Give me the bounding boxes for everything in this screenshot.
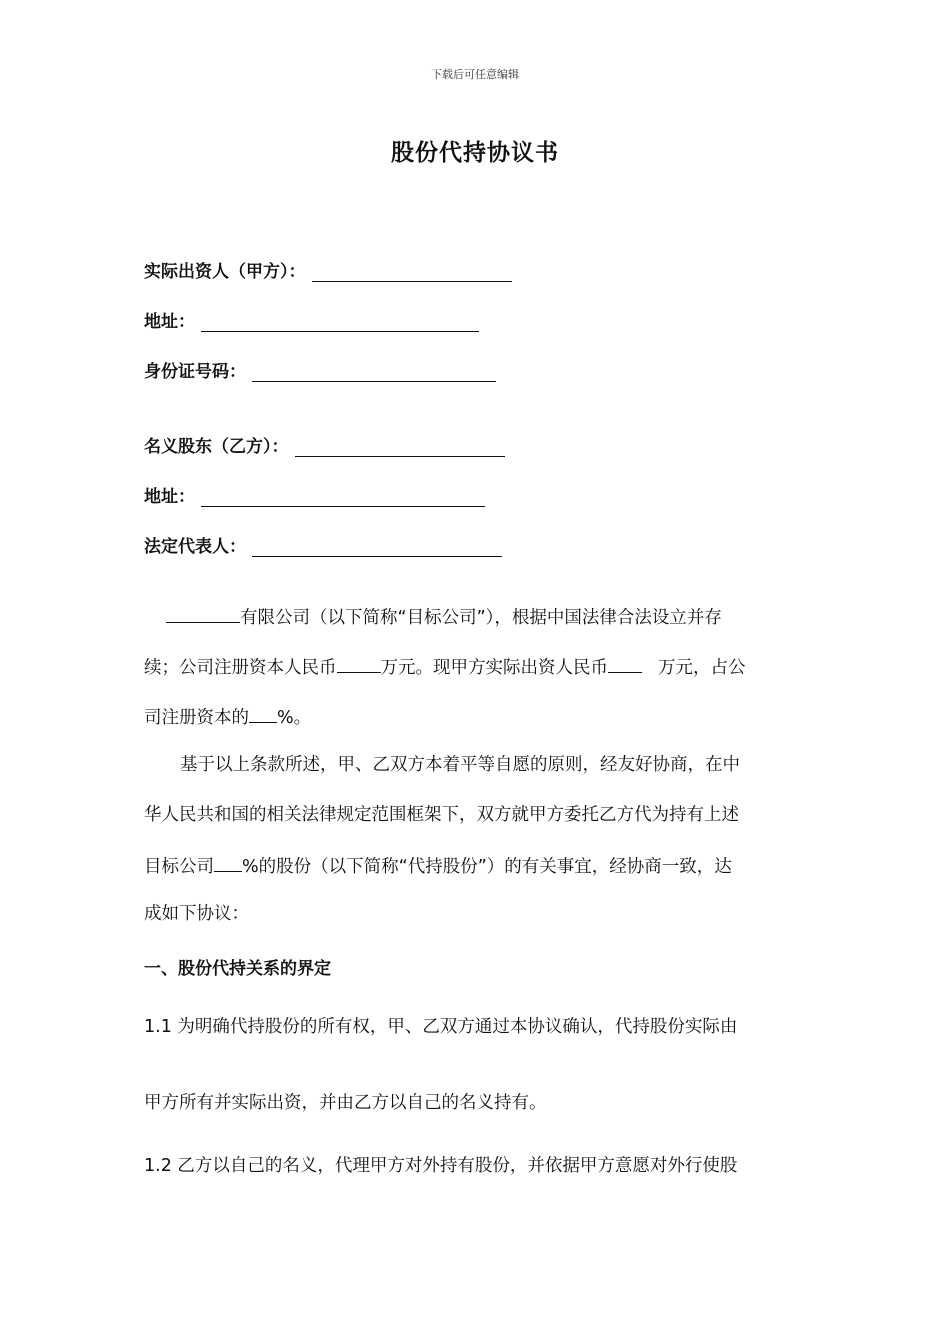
party-b-address-label: 地址： bbox=[144, 487, 195, 507]
id-number-label: 身份证号码： bbox=[144, 362, 246, 382]
investment-amount-blank[interactable] bbox=[608, 654, 642, 673]
party-b-address-blank[interactable] bbox=[201, 486, 485, 507]
legal-rep-label: 法定代表人： bbox=[144, 537, 246, 557]
paragraph-text: 续；公司注册资本人民币 bbox=[144, 658, 337, 678]
paragraph-text: 目标公司 bbox=[144, 857, 214, 877]
company-name-blank[interactable] bbox=[166, 604, 240, 623]
paragraph-text: %的股份（以下简称“代持股份”）的有关事宜，经协商一致，达 bbox=[242, 857, 732, 877]
clause-line: 1.1 为明确代持股份的所有权，甲、乙双方通过本协议确认，代持股份实际由 bbox=[144, 1017, 738, 1037]
id-number-field bbox=[144, 357, 496, 382]
party-a-address-label: 地址： bbox=[144, 312, 195, 332]
registered-capital-blank[interactable] bbox=[337, 654, 381, 673]
held-percent-blank[interactable] bbox=[214, 853, 242, 872]
party-a-address-blank[interactable] bbox=[201, 311, 479, 332]
share-percent-blank[interactable] bbox=[249, 704, 277, 723]
paragraph-text: 万元，占公 bbox=[658, 658, 746, 678]
paragraph-text: %。 bbox=[277, 708, 312, 728]
paragraph-line: 成如下协议： bbox=[144, 904, 249, 924]
paragraph-text: 司注册资本的 bbox=[144, 708, 249, 728]
party-b-address-field bbox=[144, 482, 485, 507]
clause-line: 1.2 乙方以自己的名义，代理甲方对外持有股份，并依据甲方意愿对外行使股 bbox=[144, 1156, 738, 1176]
id-number-blank[interactable] bbox=[252, 361, 496, 382]
paragraph-line: 基于以上条款所述，甲、乙双方本着平等自愿的原则，经友好协商，在中 bbox=[180, 755, 740, 775]
document-title: 股份代持协议书 bbox=[391, 140, 559, 166]
paragraph-line: 华人民共和国的相关法律规定范围框架下，双方就甲方委托乙方代为持有上述 bbox=[144, 805, 739, 825]
paragraph-line bbox=[144, 704, 311, 730]
shareholder-label: 名义股东（乙方）： bbox=[144, 437, 289, 457]
clause-line: 甲方所有并实际出资，并由乙方以自己的名义持有。 bbox=[144, 1093, 547, 1113]
party-a-address-field bbox=[144, 307, 479, 332]
header-note: 下载后可任意编辑 bbox=[431, 68, 519, 81]
shareholder-blank[interactable] bbox=[295, 436, 505, 457]
investor-label: 实际出资人（甲方）： bbox=[144, 262, 306, 282]
investor-blank[interactable] bbox=[312, 261, 512, 282]
investor-field bbox=[144, 257, 512, 282]
legal-rep-blank[interactable] bbox=[252, 536, 502, 557]
paragraph-line bbox=[144, 654, 746, 680]
paragraph-text: 万元。现甲方实际出资人民币 bbox=[380, 658, 608, 678]
section-heading: 一、股份代持关系的界定 bbox=[144, 959, 331, 979]
shareholder-field bbox=[144, 432, 505, 457]
paragraph-line bbox=[166, 604, 722, 630]
paragraph-text: 有限公司（以下简称“目标公司”），根据中国法律合法设立并存 bbox=[240, 608, 722, 628]
legal-rep-field bbox=[144, 532, 502, 557]
paragraph-line bbox=[144, 853, 732, 879]
